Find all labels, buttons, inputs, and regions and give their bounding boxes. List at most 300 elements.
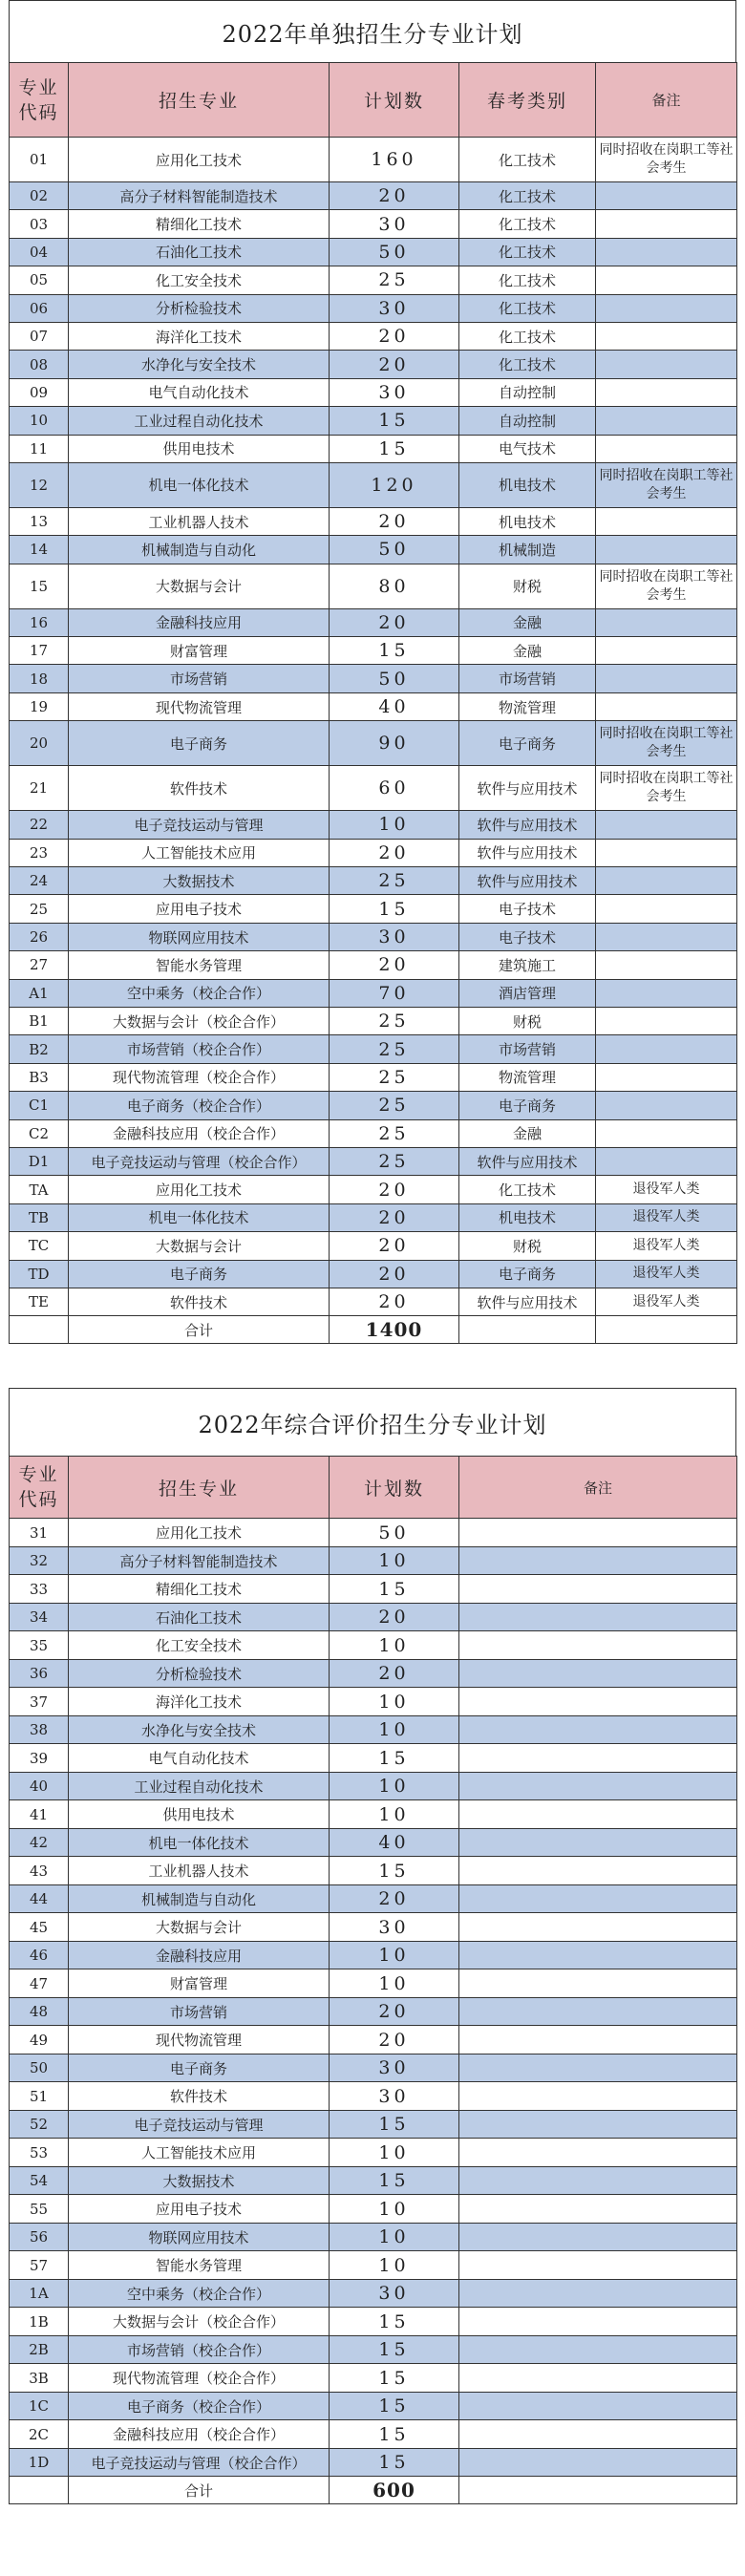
plan-count: 20 bbox=[330, 839, 459, 866]
major-code: 34 bbox=[10, 1603, 69, 1631]
table2 bbox=[9, 1456, 737, 2504]
major-code: 48 bbox=[10, 1997, 69, 2026]
plan-count: 90 bbox=[330, 721, 459, 766]
header-note: 备注 bbox=[596, 63, 737, 138]
remark bbox=[459, 1828, 737, 1857]
major-name: 大数据与会计 bbox=[69, 1232, 330, 1260]
table-row bbox=[10, 1913, 737, 1942]
major-name: 高分子材料智能制造技术 bbox=[69, 182, 330, 210]
plan-count: 20 bbox=[330, 1176, 459, 1203]
plan-count: 160 bbox=[330, 138, 459, 182]
major-code: 21 bbox=[10, 766, 69, 811]
major-code: C1 bbox=[10, 1092, 69, 1119]
exam-category: 金融 bbox=[459, 1119, 596, 1147]
table-row bbox=[10, 462, 737, 507]
header-major: 招生专业 bbox=[69, 1457, 330, 1519]
remark: 退役军人类 bbox=[596, 1288, 737, 1315]
table-row bbox=[10, 1575, 737, 1604]
major-name: 电气自动化技术 bbox=[69, 1744, 330, 1773]
exam-category: 软件与应用技术 bbox=[459, 811, 596, 839]
plan-count: 10 bbox=[330, 811, 459, 839]
total-label: 合计 bbox=[69, 2477, 330, 2504]
exam-category: 财税 bbox=[459, 1232, 596, 1260]
remark bbox=[459, 1969, 737, 1998]
major-code: 54 bbox=[10, 2166, 69, 2195]
plan-count: 10 bbox=[330, 1941, 459, 1969]
major-name: 软件技术 bbox=[69, 2082, 330, 2111]
table-row bbox=[10, 564, 737, 608]
exam-category: 自动控制 bbox=[459, 407, 596, 435]
major-name: 现代物流管理 bbox=[69, 692, 330, 720]
header-code: 专业 代码 bbox=[10, 63, 69, 138]
remark bbox=[459, 1688, 737, 1716]
exam-category: 化工技术 bbox=[459, 210, 596, 238]
major-name: 现代物流管理 bbox=[69, 2026, 330, 2054]
table-row bbox=[10, 2223, 737, 2251]
remark bbox=[459, 2251, 737, 2280]
exam-category: 电子商务 bbox=[459, 1092, 596, 1119]
major-name: 电子竞技运动与管理（校企合作） bbox=[69, 1147, 330, 1175]
major-name: 石油化工技术 bbox=[69, 1603, 330, 1631]
remark bbox=[459, 2223, 737, 2251]
major-name: 金融科技应用 bbox=[69, 1941, 330, 1969]
exam-category: 建筑施工 bbox=[459, 951, 596, 979]
major-name: 供用电技术 bbox=[69, 1800, 330, 1829]
major-name: 高分子材料智能制造技术 bbox=[69, 1546, 330, 1575]
plan-count: 15 bbox=[330, 2110, 459, 2139]
table-row bbox=[10, 1884, 737, 1913]
remark bbox=[459, 2335, 737, 2364]
plan-count: 25 bbox=[330, 1063, 459, 1091]
plan-count: 25 bbox=[330, 1147, 459, 1175]
table-row bbox=[10, 2364, 737, 2393]
table-row bbox=[10, 2279, 737, 2308]
remark bbox=[459, 2364, 737, 2393]
table-row bbox=[10, 1772, 737, 1800]
major-code: 46 bbox=[10, 1941, 69, 1969]
major-code: C2 bbox=[10, 1119, 69, 1147]
major-name: 电子商务 bbox=[69, 721, 330, 766]
major-code: B1 bbox=[10, 1007, 69, 1034]
exam-category: 软件与应用技术 bbox=[459, 766, 596, 811]
major-code: 18 bbox=[10, 665, 69, 692]
remark bbox=[596, 1063, 737, 1091]
remark bbox=[596, 435, 737, 462]
table-row bbox=[10, 2139, 737, 2167]
exam-category: 电子技术 bbox=[459, 923, 596, 950]
remark bbox=[459, 1800, 737, 1829]
plan-count: 80 bbox=[330, 564, 459, 608]
table2-body bbox=[10, 1519, 737, 2477]
table-row bbox=[10, 1969, 737, 1998]
major-code: A1 bbox=[10, 979, 69, 1007]
major-code: 36 bbox=[10, 1659, 69, 1688]
remark bbox=[459, 1772, 737, 1800]
table-row bbox=[10, 1176, 737, 1203]
exam-category: 金融 bbox=[459, 637, 596, 665]
major-code: TC bbox=[10, 1232, 69, 1260]
remark bbox=[596, 407, 737, 435]
major-code: 32 bbox=[10, 1546, 69, 1575]
major-code: 25 bbox=[10, 895, 69, 923]
exam-category: 化工技术 bbox=[459, 294, 596, 322]
major-name: 石油化工技术 bbox=[69, 238, 330, 266]
table-row bbox=[10, 435, 737, 462]
table-row bbox=[10, 2195, 737, 2224]
table-row bbox=[10, 2054, 737, 2082]
table-row bbox=[10, 1688, 737, 1716]
table-row bbox=[10, 536, 737, 564]
major-name: 市场营销（校企合作） bbox=[69, 1035, 330, 1063]
major-code: 23 bbox=[10, 839, 69, 866]
major-name: 应用化工技术 bbox=[69, 138, 330, 182]
header-code: 专业 代码 bbox=[10, 1457, 69, 1519]
remark bbox=[459, 1603, 737, 1631]
major-name: 机电一体化技术 bbox=[69, 1203, 330, 1231]
major-code: 51 bbox=[10, 2082, 69, 2111]
remark: 同时招收在岗职工等社会考生 bbox=[596, 766, 737, 811]
major-code: 1D bbox=[10, 2448, 69, 2477]
table-row bbox=[10, 811, 737, 839]
exam-category: 化工技术 bbox=[459, 238, 596, 266]
plan-count: 30 bbox=[330, 2279, 459, 2308]
major-name: 软件技术 bbox=[69, 1288, 330, 1315]
major-name: 物联网应用技术 bbox=[69, 2223, 330, 2251]
major-name: 电子商务 bbox=[69, 2054, 330, 2082]
table-row bbox=[10, 1035, 737, 1063]
remark bbox=[596, 867, 737, 895]
major-code: 27 bbox=[10, 951, 69, 979]
plan-count: 10 bbox=[330, 1631, 459, 1660]
major-name: 空中乘务（校企合作） bbox=[69, 2279, 330, 2308]
major-name: 大数据与会计 bbox=[69, 564, 330, 608]
remark bbox=[596, 979, 737, 1007]
exam-category: 化工技术 bbox=[459, 266, 596, 294]
table-row bbox=[10, 1744, 737, 1773]
major-name: 应用电子技术 bbox=[69, 2195, 330, 2224]
table-row bbox=[10, 1857, 737, 1885]
plan-count: 20 bbox=[330, 182, 459, 210]
major-name: 化工安全技术 bbox=[69, 266, 330, 294]
major-name: 化工安全技术 bbox=[69, 1631, 330, 1660]
major-code: 45 bbox=[10, 1913, 69, 1942]
table-row bbox=[10, 895, 737, 923]
table-row bbox=[10, 1715, 737, 1744]
exam-category: 化工技术 bbox=[459, 182, 596, 210]
table-row bbox=[10, 1603, 737, 1631]
major-name: 工业机器人技术 bbox=[69, 1857, 330, 1885]
plan-count: 15 bbox=[330, 1857, 459, 1885]
table-row bbox=[10, 2308, 737, 2336]
plan-count: 10 bbox=[330, 2251, 459, 2280]
table2-title: 2022年综合评价招生分专业计划 bbox=[9, 1388, 736, 1456]
major-code: 11 bbox=[10, 435, 69, 462]
table-row bbox=[10, 2448, 737, 2477]
major-code: TD bbox=[10, 1260, 69, 1288]
major-code: 14 bbox=[10, 536, 69, 564]
table-row bbox=[10, 766, 737, 811]
major-code: 55 bbox=[10, 2195, 69, 2224]
major-name: 海洋化工技术 bbox=[69, 1688, 330, 1716]
major-name: 现代物流管理（校企合作） bbox=[69, 1063, 330, 1091]
table-row bbox=[10, 2420, 737, 2449]
exam-category: 电子技术 bbox=[459, 895, 596, 923]
table-row bbox=[10, 407, 737, 435]
major-code: 35 bbox=[10, 1631, 69, 1660]
remark bbox=[596, 1092, 737, 1119]
plan-count: 40 bbox=[330, 1828, 459, 1857]
major-code: 49 bbox=[10, 2026, 69, 2054]
major-name: 电子竞技运动与管理 bbox=[69, 811, 330, 839]
plan-count: 15 bbox=[330, 1744, 459, 1773]
plan-count: 25 bbox=[330, 1092, 459, 1119]
major-code: 05 bbox=[10, 266, 69, 294]
remark bbox=[459, 2139, 737, 2167]
plan-count: 30 bbox=[330, 923, 459, 950]
plan-count: 20 bbox=[330, 351, 459, 378]
remark bbox=[596, 294, 737, 322]
major-code: 12 bbox=[10, 462, 69, 507]
plan-count: 30 bbox=[330, 2082, 459, 2111]
plan-count: 60 bbox=[330, 766, 459, 811]
major-name: 大数据与会计（校企合作） bbox=[69, 1007, 330, 1034]
total-value: 1400 bbox=[330, 1316, 459, 1344]
major-code: 41 bbox=[10, 1800, 69, 1829]
major-code: 3B bbox=[10, 2364, 69, 2393]
major-code: 10 bbox=[10, 407, 69, 435]
major-code: 03 bbox=[10, 210, 69, 238]
table-row bbox=[10, 1119, 737, 1147]
major-code: 53 bbox=[10, 2139, 69, 2167]
plan-count: 50 bbox=[330, 1519, 459, 1547]
table-row bbox=[10, 951, 737, 979]
major-name: 市场营销 bbox=[69, 665, 330, 692]
table-row bbox=[10, 1659, 737, 1688]
plan-count: 50 bbox=[330, 238, 459, 266]
major-code: 37 bbox=[10, 1688, 69, 1716]
exam-category: 酒店管理 bbox=[459, 979, 596, 1007]
plan-count: 15 bbox=[330, 2448, 459, 2477]
plan-count: 10 bbox=[330, 2195, 459, 2224]
table-row bbox=[10, 1232, 737, 1260]
exam-category: 化工技术 bbox=[459, 138, 596, 182]
major-name: 工业过程自动化技术 bbox=[69, 407, 330, 435]
table1-title: 2022年单独招生分专业计划 bbox=[9, 0, 736, 62]
plan-count: 30 bbox=[330, 2054, 459, 2082]
major-code: 57 bbox=[10, 2251, 69, 2280]
header-major: 招生专业 bbox=[69, 63, 330, 138]
remark: 退役军人类 bbox=[596, 1232, 737, 1260]
table1-body bbox=[10, 138, 737, 1316]
plan-count: 120 bbox=[330, 462, 459, 507]
table-row bbox=[10, 294, 737, 322]
section-gap bbox=[9, 1344, 736, 1388]
table-row bbox=[10, 2082, 737, 2111]
major-name: 人工智能技术应用 bbox=[69, 2139, 330, 2167]
major-code: TB bbox=[10, 1203, 69, 1231]
remark: 同时招收在岗职工等社会考生 bbox=[596, 721, 737, 766]
plan-count: 15 bbox=[330, 2335, 459, 2364]
exam-category: 市场营销 bbox=[459, 665, 596, 692]
plan-count: 10 bbox=[330, 1772, 459, 1800]
major-name: 水净化与安全技术 bbox=[69, 1715, 330, 1744]
major-name: 机电一体化技术 bbox=[69, 1828, 330, 1857]
plan-count: 10 bbox=[330, 1688, 459, 1716]
plan-document bbox=[9, 0, 736, 2504]
major-code: 22 bbox=[10, 811, 69, 839]
plan-count: 15 bbox=[330, 2166, 459, 2195]
remark bbox=[596, 692, 737, 720]
remark bbox=[596, 1119, 737, 1147]
plan-count: 30 bbox=[330, 1913, 459, 1942]
major-code: 50 bbox=[10, 2054, 69, 2082]
major-name: 智能水务管理 bbox=[69, 951, 330, 979]
remark bbox=[459, 1659, 737, 1688]
plan-count: 25 bbox=[330, 1035, 459, 1063]
exam-category: 软件与应用技术 bbox=[459, 867, 596, 895]
major-code: 2C bbox=[10, 2420, 69, 2449]
table-row bbox=[10, 1063, 737, 1091]
major-code: 47 bbox=[10, 1969, 69, 1998]
exam-category: 机电技术 bbox=[459, 507, 596, 535]
remark bbox=[596, 895, 737, 923]
remark bbox=[459, 1519, 737, 1547]
table-row bbox=[10, 507, 737, 535]
major-name: 电气自动化技术 bbox=[69, 378, 330, 406]
table-row bbox=[10, 2026, 737, 2054]
remark bbox=[596, 608, 737, 636]
remark bbox=[596, 266, 737, 294]
table-row bbox=[10, 1941, 737, 1969]
total-spacer bbox=[596, 1316, 737, 1344]
plan-count: 15 bbox=[330, 2364, 459, 2393]
major-code: D1 bbox=[10, 1147, 69, 1175]
major-name: 精细化工技术 bbox=[69, 1575, 330, 1604]
exam-category: 机械制造 bbox=[459, 536, 596, 564]
plan-count: 10 bbox=[330, 2223, 459, 2251]
major-name: 财富管理 bbox=[69, 637, 330, 665]
remark bbox=[596, 536, 737, 564]
major-name: 现代物流管理（校企合作） bbox=[69, 2364, 330, 2393]
table-row bbox=[10, 1997, 737, 2026]
major-name: 电子商务（校企合作） bbox=[69, 1092, 330, 1119]
major-code: TE bbox=[10, 1288, 69, 1315]
exam-category: 金融 bbox=[459, 608, 596, 636]
total-value: 600 bbox=[330, 2477, 459, 2504]
table-row bbox=[10, 182, 737, 210]
major-code: B3 bbox=[10, 1063, 69, 1091]
remark bbox=[459, 1546, 737, 1575]
table-row bbox=[10, 1147, 737, 1175]
remark bbox=[459, 1941, 737, 1969]
remark: 同时招收在岗职工等社会考生 bbox=[596, 564, 737, 608]
major-code: 31 bbox=[10, 1519, 69, 1547]
table-row bbox=[10, 266, 737, 294]
remark bbox=[596, 1007, 737, 1034]
table-row bbox=[10, 923, 737, 950]
remark bbox=[596, 507, 737, 535]
exam-category: 化工技术 bbox=[459, 322, 596, 350]
remark bbox=[596, 210, 737, 238]
header-category: 春考类别 bbox=[459, 63, 596, 138]
major-code: 16 bbox=[10, 608, 69, 636]
remark bbox=[596, 665, 737, 692]
major-name: 机电一体化技术 bbox=[69, 462, 330, 507]
exam-category: 化工技术 bbox=[459, 1176, 596, 1203]
plan-count: 25 bbox=[330, 1007, 459, 1034]
major-code: 19 bbox=[10, 692, 69, 720]
major-name: 人工智能技术应用 bbox=[69, 839, 330, 866]
table-row bbox=[10, 1203, 737, 1231]
major-name: 分析检验技术 bbox=[69, 1659, 330, 1688]
plan-count: 70 bbox=[330, 979, 459, 1007]
exam-category: 软件与应用技术 bbox=[459, 839, 596, 866]
major-code: TA bbox=[10, 1176, 69, 1203]
remark bbox=[459, 2110, 737, 2139]
plan-count: 25 bbox=[330, 1119, 459, 1147]
table-row bbox=[10, 1546, 737, 1575]
major-name: 大数据与会计（校企合作） bbox=[69, 2308, 330, 2336]
major-code: 20 bbox=[10, 721, 69, 766]
remark bbox=[459, 1857, 737, 1885]
table-row bbox=[10, 2110, 737, 2139]
major-code: 38 bbox=[10, 1715, 69, 1744]
plan-count: 20 bbox=[330, 1203, 459, 1231]
major-code: 06 bbox=[10, 294, 69, 322]
remark: 同时招收在岗职工等社会考生 bbox=[596, 462, 737, 507]
exam-category: 自动控制 bbox=[459, 378, 596, 406]
major-code: 08 bbox=[10, 351, 69, 378]
plan-count: 30 bbox=[330, 294, 459, 322]
table-row bbox=[10, 608, 737, 636]
plan-count: 10 bbox=[330, 1969, 459, 1998]
major-name: 电子商务 bbox=[69, 1260, 330, 1288]
major-code: 26 bbox=[10, 923, 69, 950]
remark bbox=[596, 182, 737, 210]
exam-category: 机电技术 bbox=[459, 462, 596, 507]
major-name: 应用化工技术 bbox=[69, 1176, 330, 1203]
remark: 退役军人类 bbox=[596, 1260, 737, 1288]
table-row bbox=[10, 721, 737, 766]
remark bbox=[596, 1035, 737, 1063]
table-row bbox=[10, 1800, 737, 1829]
table-row bbox=[10, 2251, 737, 2280]
major-name: 金融科技应用（校企合作） bbox=[69, 1119, 330, 1147]
exam-category: 电子商务 bbox=[459, 721, 596, 766]
table-row bbox=[10, 637, 737, 665]
major-name: 分析检验技术 bbox=[69, 294, 330, 322]
plan-count: 20 bbox=[330, 1232, 459, 1260]
plan-count: 20 bbox=[330, 2026, 459, 2054]
major-code: 15 bbox=[10, 564, 69, 608]
remark bbox=[459, 2392, 737, 2420]
major-code: 07 bbox=[10, 322, 69, 350]
major-code: 01 bbox=[10, 138, 69, 182]
major-name: 电子商务（校企合作） bbox=[69, 2392, 330, 2420]
header-note: 备注 bbox=[459, 1457, 737, 1519]
major-code: B2 bbox=[10, 1035, 69, 1063]
table-row bbox=[10, 665, 737, 692]
major-name: 空中乘务（校企合作） bbox=[69, 979, 330, 1007]
table-row bbox=[10, 839, 737, 866]
major-code: 1B bbox=[10, 2308, 69, 2336]
major-name: 应用电子技术 bbox=[69, 895, 330, 923]
exam-category: 电子商务 bbox=[459, 1260, 596, 1288]
major-name: 供用电技术 bbox=[69, 435, 330, 462]
table-row bbox=[10, 2392, 737, 2420]
table1 bbox=[9, 62, 737, 1344]
plan-count: 15 bbox=[330, 1575, 459, 1604]
